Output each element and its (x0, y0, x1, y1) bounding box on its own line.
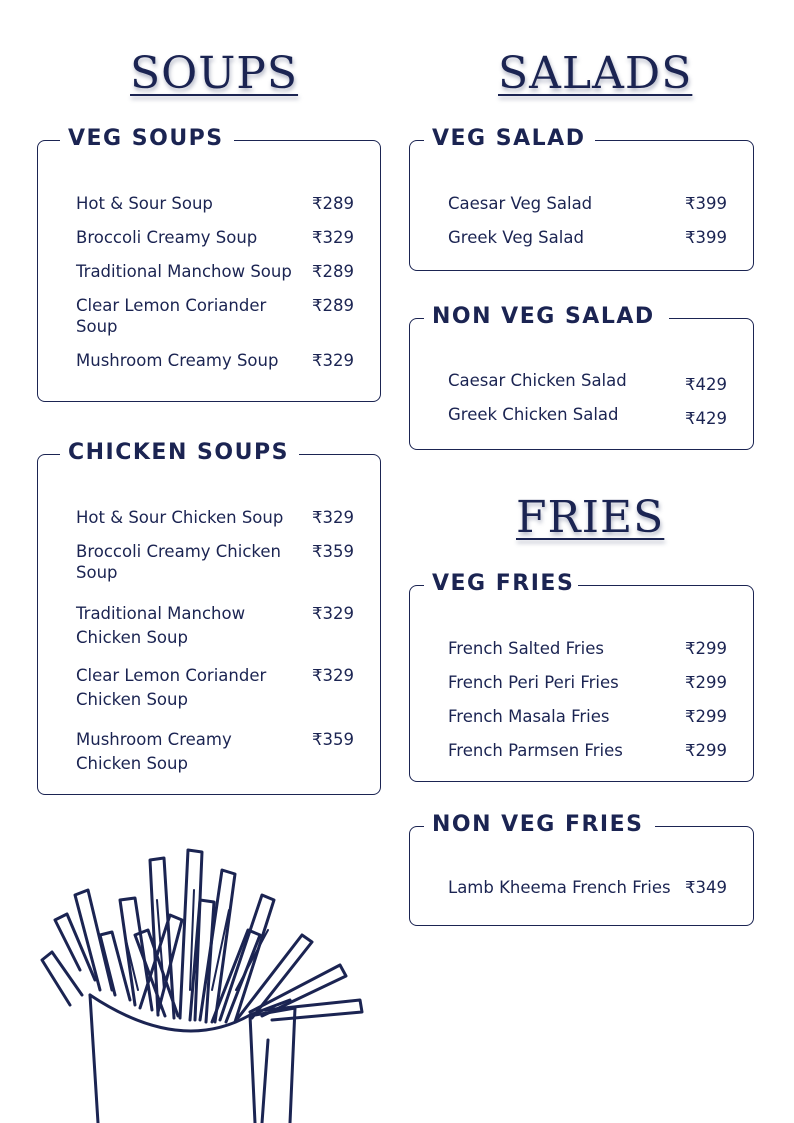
soups-heading: SOUPS (130, 48, 299, 99)
item-price: ₹289 (312, 194, 354, 213)
item-name: Clear Lemon Coriander Chicken Soup (76, 666, 267, 709)
non-veg-fries-title: NON VEG FRIES (424, 810, 655, 840)
item-name: French Parmsen Fries (448, 741, 623, 760)
item-name: Broccoli Creamy Chicken Soup (76, 542, 281, 582)
veg-soups-title: VEG SOUPS (60, 124, 234, 154)
item-price: ₹329 (312, 508, 354, 527)
item-price: ₹399 (685, 228, 727, 247)
item-price: ₹289 (312, 262, 354, 281)
non-veg-fries-section (409, 812, 754, 926)
item-price: ₹299 (685, 707, 727, 726)
item-name: French Salted Fries (448, 639, 605, 658)
veg-fries-title: VEG FRIES (424, 569, 578, 599)
item-price: ₹299 (685, 673, 727, 692)
item-name: Caesar Chicken Salad (448, 371, 627, 390)
veg-fries-section (409, 571, 754, 782)
item-name: French Masala Fries (448, 707, 610, 726)
item-price: ₹289 (312, 296, 354, 315)
non-veg-salad-title: NON VEG SALAD (424, 302, 669, 332)
item-name: Broccoli Creamy Soup (76, 228, 258, 247)
item-price: ₹329 (312, 228, 354, 247)
item-name: Mushroom Creamy Soup (76, 351, 279, 370)
fries-heading: FRIES (516, 492, 665, 543)
item-name: Lamb Kheema French Fries (448, 878, 671, 897)
item-price: ₹299 (685, 741, 727, 760)
item-name: Traditional Manchow Soup (76, 262, 292, 281)
non-veg-salad-section (409, 304, 754, 450)
salads-heading: SALADS (498, 48, 693, 99)
french-fries-icon (40, 840, 380, 1123)
item-name: Mushroom Creamy Chicken Soup (76, 730, 232, 773)
item-name: Hot & Sour Soup (76, 194, 213, 213)
item-name: Caesar Veg Salad (448, 194, 593, 213)
item-price: ₹359 (312, 542, 354, 561)
item-price: ₹299 (685, 639, 727, 658)
item-price: ₹429 (685, 375, 727, 394)
item-name: Greek Veg Salad (448, 228, 584, 247)
item-price: ₹329 (312, 666, 354, 685)
veg-soups-section (37, 126, 381, 402)
item-name: Greek Chicken Salad (448, 405, 619, 424)
item-name: Clear Lemon Coriander Soup (76, 296, 267, 336)
item-price: ₹329 (312, 351, 354, 370)
item-name: Hot & Sour Chicken Soup (76, 508, 284, 527)
item-price: ₹329 (312, 604, 354, 623)
item-name: French Peri Peri Fries (448, 673, 619, 692)
item-price: ₹359 (312, 730, 354, 749)
chicken-soups-section (37, 440, 381, 795)
item-price: ₹349 (685, 878, 727, 897)
veg-salad-title: VEG SALAD (424, 124, 595, 154)
item-price: ₹399 (685, 194, 727, 213)
item-price: ₹429 (685, 409, 727, 428)
chicken-soups-title: CHICKEN SOUPS (60, 438, 299, 468)
item-name: Traditional Manchow Chicken Soup (76, 604, 246, 647)
veg-salad-section (409, 126, 754, 271)
